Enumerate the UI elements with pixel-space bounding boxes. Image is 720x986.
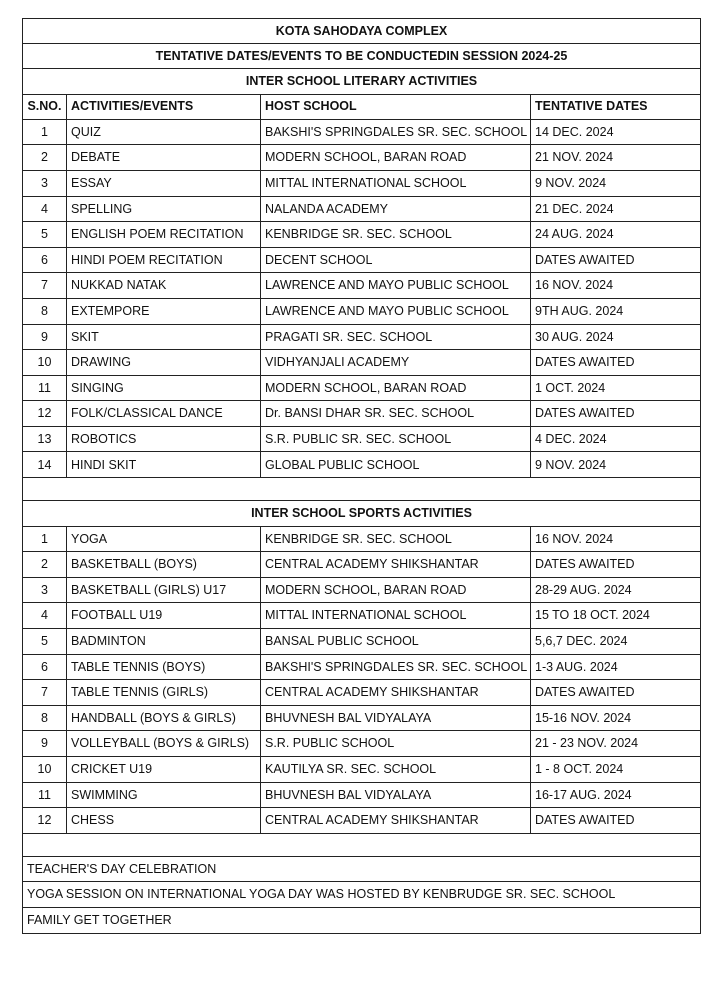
serial-number: 7	[23, 680, 67, 706]
host-school: Dr. BANSI DHAR SR. SEC. SCHOOL	[261, 401, 531, 427]
table-row	[23, 273, 701, 299]
table-row	[23, 375, 701, 401]
serial-number: 5	[23, 222, 67, 248]
table-row	[23, 119, 701, 145]
event-name: SINGING	[67, 375, 261, 401]
serial-number: 9	[23, 731, 67, 757]
serial-number: 4	[23, 603, 67, 629]
host-school: KENBRIDGE SR. SEC. SCHOOL	[261, 222, 531, 248]
table-row	[23, 222, 701, 248]
tentative-date: 16 NOV. 2024	[531, 273, 701, 299]
event-name: CRICKET U19	[67, 757, 261, 783]
spacer-row	[23, 478, 701, 501]
tentative-date: DATES AWAITED	[531, 247, 701, 273]
event-name: CHESS	[67, 808, 261, 834]
table-row	[23, 298, 701, 324]
table-row	[23, 401, 701, 427]
serial-number: 7	[23, 273, 67, 299]
event-name: SPELLING	[67, 196, 261, 222]
column-header-sno: S.NO.	[23, 94, 67, 119]
tentative-date: DATES AWAITED	[531, 552, 701, 578]
host-school: KENBRIDGE SR. SEC. SCHOOL	[261, 526, 531, 552]
table-row	[23, 170, 701, 196]
serial-number: 5	[23, 629, 67, 655]
serial-number: 11	[23, 375, 67, 401]
serial-number: 2	[23, 552, 67, 578]
document-subtitle: TENTATIVE DATES/EVENTS TO BE CONDUCTEDIN SESSION 2024-25	[23, 44, 701, 69]
event-name: ROBOTICS	[67, 426, 261, 452]
serial-number: 8	[23, 298, 67, 324]
table-row	[23, 731, 701, 757]
event-schedule-table	[22, 18, 701, 934]
tentative-date: 16-17 AUG. 2024	[531, 782, 701, 808]
event-name: TABLE TENNIS (BOYS)	[67, 654, 261, 680]
serial-number: 2	[23, 145, 67, 171]
host-school: MODERN SCHOOL, BARAN ROAD	[261, 145, 531, 171]
host-school: MITTAL INTERNATIONAL SCHOOL	[261, 170, 531, 196]
serial-number: 9	[23, 324, 67, 350]
event-name: EXTEMPORE	[67, 298, 261, 324]
tentative-date: 24 AUG. 2024	[531, 222, 701, 248]
tentative-date: 21 NOV. 2024	[531, 145, 701, 171]
tentative-date: 30 AUG. 2024	[531, 324, 701, 350]
serial-number: 6	[23, 247, 67, 273]
tentative-date: DATES AWAITED	[531, 680, 701, 706]
event-name: DRAWING	[67, 350, 261, 376]
event-name: DEBATE	[67, 145, 261, 171]
tentative-date: 21 - 23 NOV. 2024	[531, 731, 701, 757]
table-row	[23, 603, 701, 629]
host-school: MODERN SCHOOL, BARAN ROAD	[261, 375, 531, 401]
event-name: QUIZ	[67, 119, 261, 145]
serial-number: 10	[23, 757, 67, 783]
serial-number: 3	[23, 577, 67, 603]
host-school: BHUVNESH BAL VIDYALAYA	[261, 705, 531, 731]
column-header-host: HOST SCHOOL	[261, 94, 531, 119]
tentative-date: 4 DEC. 2024	[531, 426, 701, 452]
host-school: NALANDA ACADEMY	[261, 196, 531, 222]
host-school: CENTRAL ACADEMY SHIKSHANTAR	[261, 808, 531, 834]
serial-number: 1	[23, 119, 67, 145]
table-row	[23, 808, 701, 834]
table-row	[23, 350, 701, 376]
tentative-date: 14 DEC. 2024	[531, 119, 701, 145]
tentative-date: 9 NOV. 2024	[531, 452, 701, 478]
serial-number: 14	[23, 452, 67, 478]
tentative-date: 9TH AUG. 2024	[531, 298, 701, 324]
host-school: BANSAL PUBLIC SCHOOL	[261, 629, 531, 655]
serial-number: 1	[23, 526, 67, 552]
table-row	[23, 705, 701, 731]
serial-number: 4	[23, 196, 67, 222]
host-school: S.R. PUBLIC SCHOOL	[261, 731, 531, 757]
document-title: KOTA SAHODAYA COMPLEX	[23, 19, 701, 44]
tentative-date: 1 - 8 OCT. 2024	[531, 757, 701, 783]
table-row	[23, 247, 701, 273]
host-school: LAWRENCE AND MAYO PUBLIC SCHOOL	[261, 298, 531, 324]
host-school: BAKSHI'S SPRINGDALES SR. SEC. SCHOOL	[261, 119, 531, 145]
event-name: TABLE TENNIS (GIRLS)	[67, 680, 261, 706]
host-school: KAUTILYA SR. SEC. SCHOOL	[261, 757, 531, 783]
tentative-date: 15-16 NOV. 2024	[531, 705, 701, 731]
event-name: BADMINTON	[67, 629, 261, 655]
serial-number: 10	[23, 350, 67, 376]
table-row	[23, 680, 701, 706]
table-row	[23, 552, 701, 578]
tentative-date: 21 DEC. 2024	[531, 196, 701, 222]
table-row	[23, 757, 701, 783]
host-school: MITTAL INTERNATIONAL SCHOOL	[261, 603, 531, 629]
table-row	[23, 426, 701, 452]
serial-number: 13	[23, 426, 67, 452]
host-school: BAKSHI'S SPRINGDALES SR. SEC. SCHOOL	[261, 654, 531, 680]
table-row	[23, 629, 701, 655]
tentative-date: 16 NOV. 2024	[531, 526, 701, 552]
tentative-date: 1 OCT. 2024	[531, 375, 701, 401]
event-name: HINDI POEM RECITATION	[67, 247, 261, 273]
table-row	[23, 526, 701, 552]
event-schedule-sheet	[22, 18, 700, 934]
event-name: FOOTBALL U19	[67, 603, 261, 629]
tentative-date: 15 TO 18 OCT. 2024	[531, 603, 701, 629]
tentative-date: 1-3 AUG. 2024	[531, 654, 701, 680]
spacer-row	[23, 833, 701, 856]
event-name: SWIMMING	[67, 782, 261, 808]
event-name: HINDI SKIT	[67, 452, 261, 478]
table-row	[23, 452, 701, 478]
serial-number: 8	[23, 705, 67, 731]
tentative-date: DATES AWAITED	[531, 350, 701, 376]
host-school: CENTRAL ACADEMY SHIKSHANTAR	[261, 552, 531, 578]
column-header-date: TENTATIVE DATES	[531, 94, 701, 119]
tentative-date: DATES AWAITED	[531, 808, 701, 834]
table-row	[23, 196, 701, 222]
literary-section-heading: INTER SCHOOL LITERARY ACTIVITIES	[23, 69, 701, 94]
event-name: ESSAY	[67, 170, 261, 196]
spacer-cell	[23, 478, 701, 501]
host-school: S.R. PUBLIC SR. SEC. SCHOOL	[261, 426, 531, 452]
event-name: VOLLEYBALL (BOYS & GIRLS)	[67, 731, 261, 757]
table-row	[23, 654, 701, 680]
tentative-date: 9 NOV. 2024	[531, 170, 701, 196]
host-school: BHUVNESH BAL VIDYALAYA	[261, 782, 531, 808]
footer-note: TEACHER'S DAY CELEBRATION	[23, 856, 701, 882]
footer-note: YOGA SESSION ON INTERNATIONAL YOGA DAY WAS HOSTED BY KENBRUDGE SR. SEC. SCHOOL	[23, 882, 701, 908]
event-name: FOLK/CLASSICAL DANCE	[67, 401, 261, 427]
host-school: DECENT SCHOOL	[261, 247, 531, 273]
event-name: YOGA	[67, 526, 261, 552]
host-school: LAWRENCE AND MAYO PUBLIC SCHOOL	[261, 273, 531, 299]
event-name: NUKKAD NATAK	[67, 273, 261, 299]
footer-note: FAMILY GET TOGETHER	[23, 907, 701, 933]
serial-number: 6	[23, 654, 67, 680]
host-school: MODERN SCHOOL, BARAN ROAD	[261, 577, 531, 603]
table-row	[23, 782, 701, 808]
event-name: ENGLISH POEM RECITATION	[67, 222, 261, 248]
tentative-date: DATES AWAITED	[531, 401, 701, 427]
serial-number: 12	[23, 808, 67, 834]
event-name: BASKETBALL (GIRLS) U17	[67, 577, 261, 603]
host-school: CENTRAL ACADEMY SHIKSHANTAR	[261, 680, 531, 706]
tentative-date: 5,6,7 DEC. 2024	[531, 629, 701, 655]
host-school: GLOBAL PUBLIC SCHOOL	[261, 452, 531, 478]
serial-number: 11	[23, 782, 67, 808]
spacer-cell	[23, 833, 701, 856]
event-name: HANDBALL (BOYS & GIRLS)	[67, 705, 261, 731]
sports-section-heading: INTER SCHOOL SPORTS ACTIVITIES	[23, 501, 701, 527]
table-row	[23, 324, 701, 350]
serial-number: 3	[23, 170, 67, 196]
host-school: PRAGATI SR. SEC. SCHOOL	[261, 324, 531, 350]
host-school: VIDHYANJALI ACADEMY	[261, 350, 531, 376]
table-row	[23, 577, 701, 603]
serial-number: 12	[23, 401, 67, 427]
tentative-date: 28-29 AUG. 2024	[531, 577, 701, 603]
column-header-event: ACTIVITIES/EVENTS	[67, 94, 261, 119]
event-name: BASKETBALL (BOYS)	[67, 552, 261, 578]
table-row	[23, 145, 701, 171]
event-name: SKIT	[67, 324, 261, 350]
